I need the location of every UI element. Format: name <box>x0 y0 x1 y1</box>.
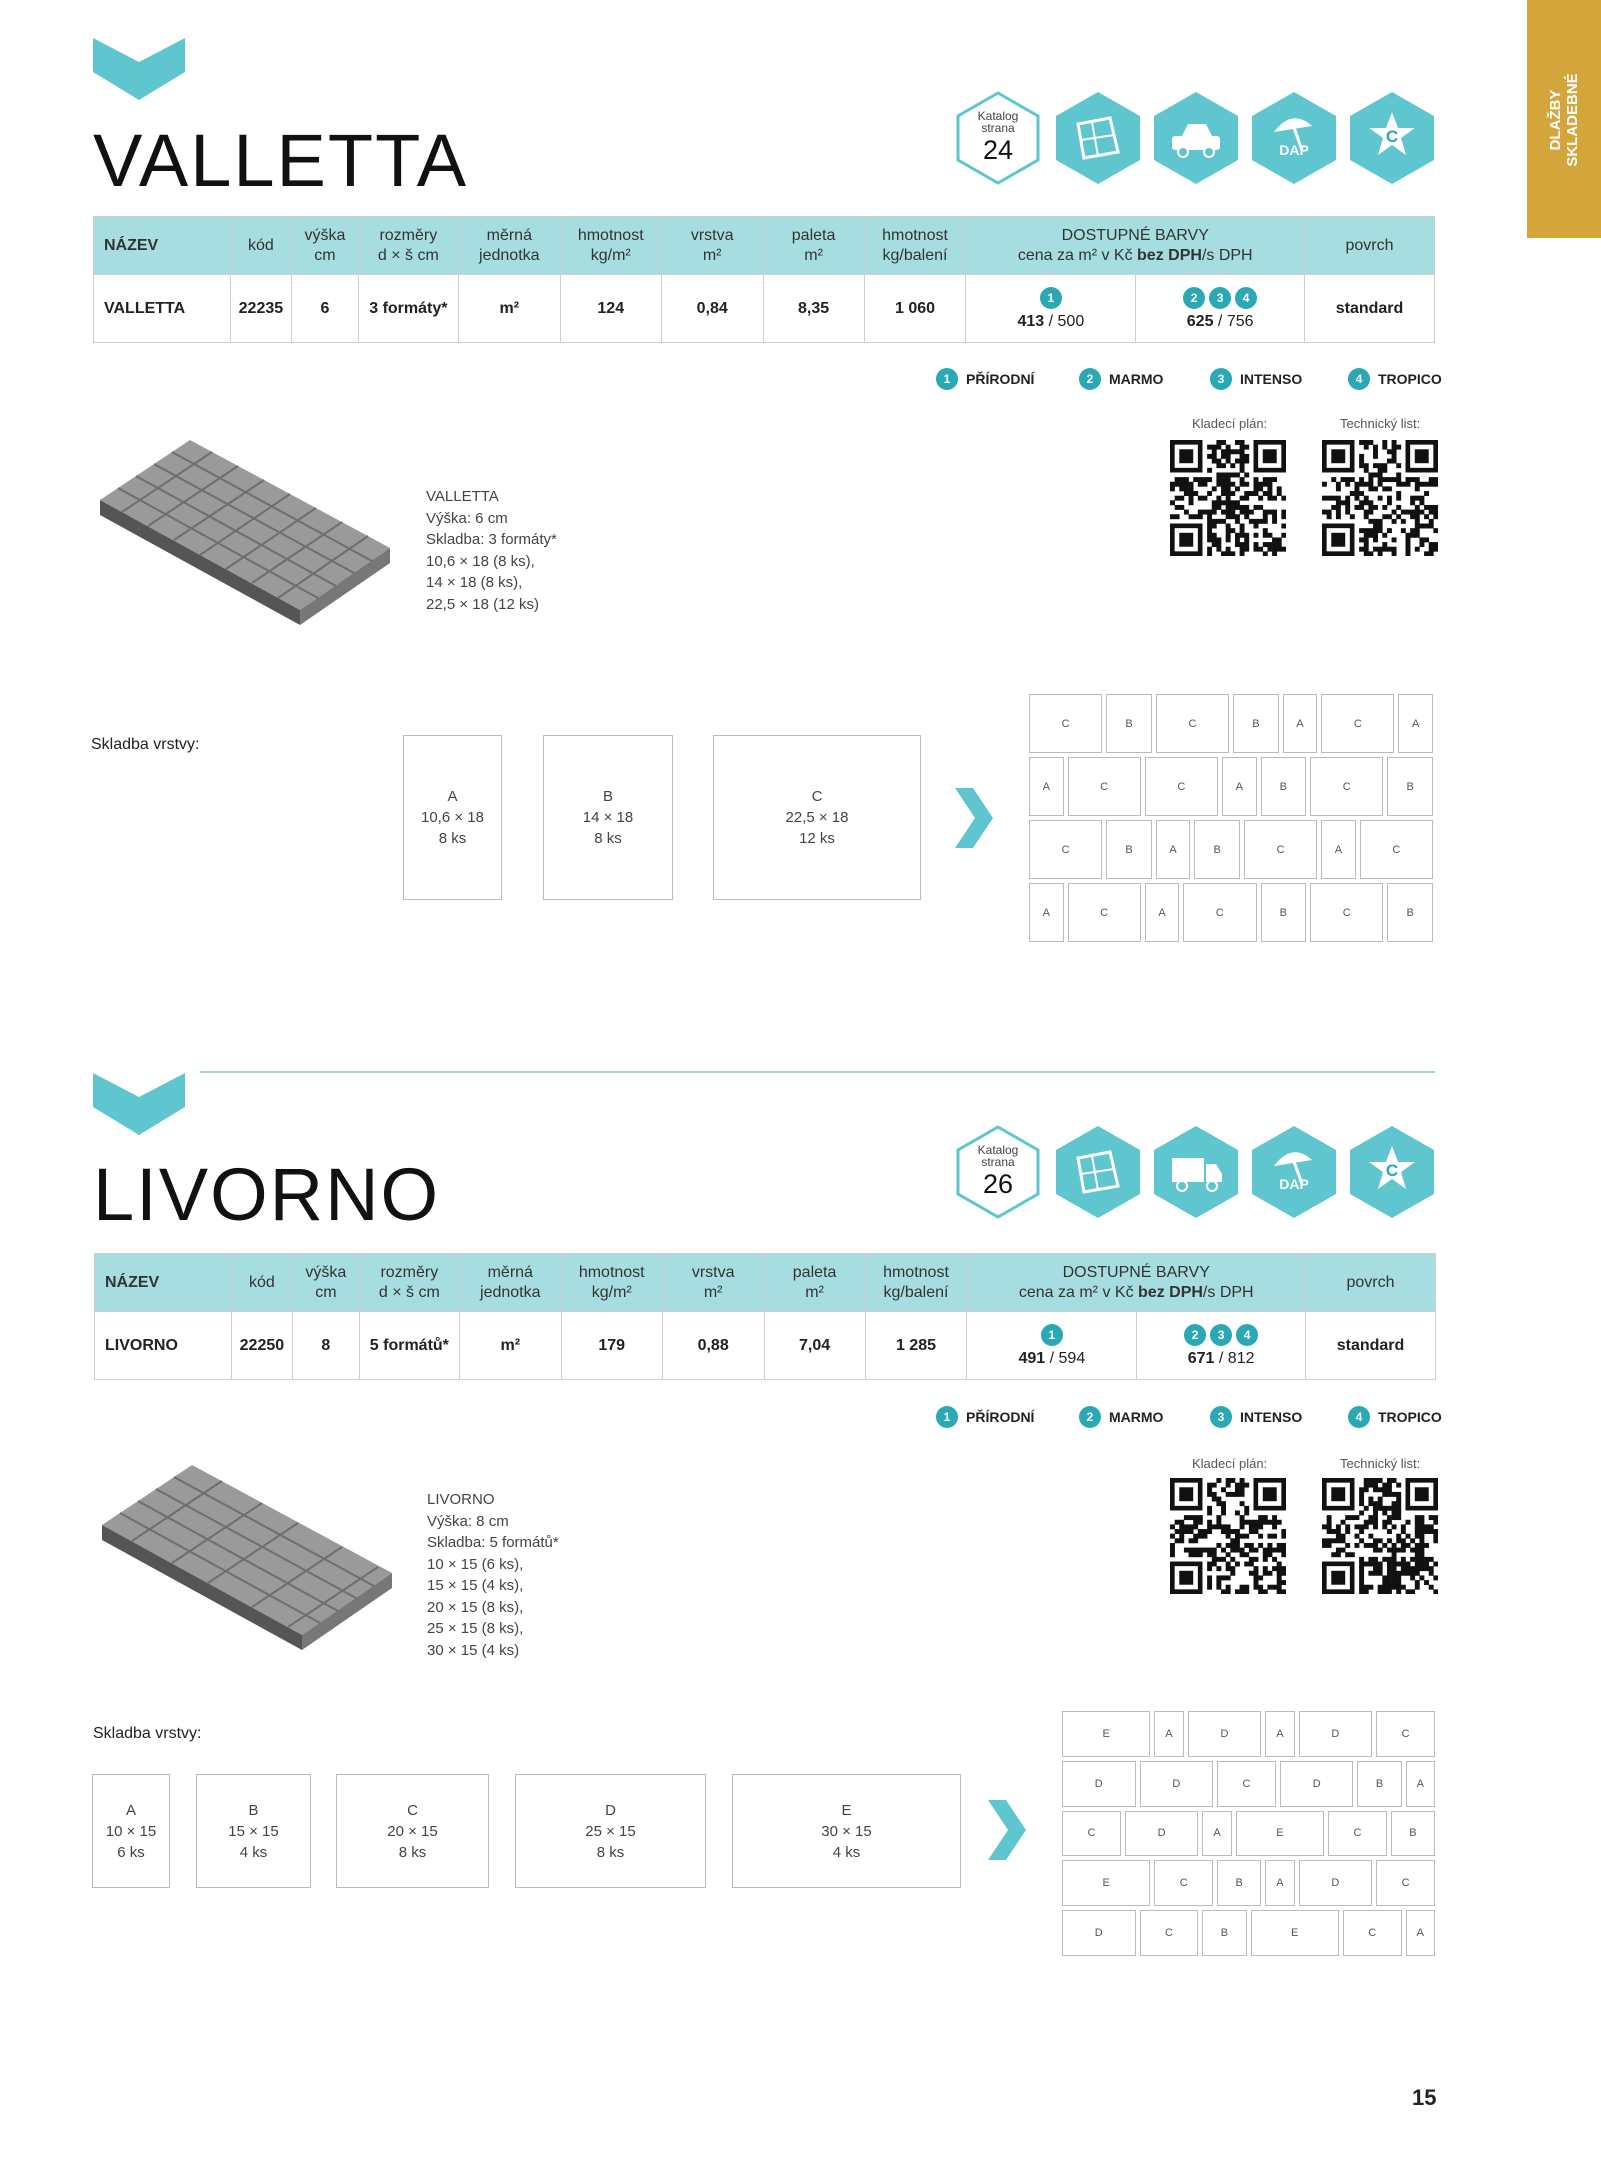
chevron-down-icon <box>93 38 185 100</box>
pattern-cell: C <box>1068 757 1141 816</box>
col-jednotka: měrná jednotka <box>459 1254 561 1312</box>
pattern-cell: A <box>1321 820 1356 879</box>
legend-item: 3 INTENSO <box>1208 368 1302 390</box>
pattern-cell: A <box>1029 883 1064 942</box>
pattern-cell: A <box>1283 694 1318 753</box>
pattern-cell: C <box>1328 1811 1387 1857</box>
qr-label: Technický list: <box>1340 1456 1421 1471</box>
price-others: 2 3 4 625 / 756 <box>1136 275 1305 343</box>
legend-item: 2 MARMO <box>1077 368 1163 390</box>
chevron-down-icon <box>93 1073 185 1135</box>
pattern-cell: C <box>1310 883 1383 942</box>
pattern-cell: D <box>1188 1711 1262 1757</box>
pattern-cell: B <box>1233 694 1279 753</box>
tab-line-2: SKLADEBNÉ <box>1564 73 1581 167</box>
page-number: 15 <box>1412 2085 1437 2110</box>
format-box: B 14 × 18 8 ks <box>543 735 673 900</box>
pattern-cell: C <box>1343 1910 1402 1956</box>
pattern-cell: E <box>1062 1860 1150 1906</box>
pattern-cell: C <box>1376 1860 1435 1906</box>
pattern-cell: B <box>1106 820 1152 879</box>
pattern-cell: C <box>1068 883 1141 942</box>
format-box: C 20 × 15 8 ks <box>336 1774 489 1888</box>
col-barvy: DOSTUPNÉ BARVY cena za m² v Kč bez DPH/s DPH <box>966 217 1305 275</box>
section-divider <box>200 1071 1435 1073</box>
pattern-cell: A <box>1156 820 1191 879</box>
col-vrstva: vrstva m² <box>661 217 763 275</box>
col-paleta: paleta m² <box>764 1254 865 1312</box>
col-vyska: výška cm <box>291 217 358 275</box>
product-title: VALLETTA <box>93 119 469 202</box>
col-hmotnost: hmotnost kg/m² <box>560 217 661 275</box>
legend-item: 4 TROPICO <box>1346 368 1442 390</box>
pattern-cell: A <box>1265 1860 1294 1906</box>
price-others: 2 3 4 671 / 812 <box>1137 1312 1306 1380</box>
qr-code-technicky[interactable] <box>1322 1478 1438 1594</box>
pattern-cell: B <box>1387 883 1433 942</box>
product-title: LIVORNO <box>93 1153 441 1236</box>
pattern-cell: A <box>1154 1711 1183 1757</box>
pattern-cell: E <box>1062 1711 1150 1757</box>
pattern-cell: E <box>1236 1811 1324 1857</box>
skladba-label: Skladba vrstvy: <box>93 1725 202 1742</box>
pattern-cell: C <box>1029 820 1102 879</box>
format-box: A 10,6 × 18 8 ks <box>403 735 502 900</box>
col-barvy: DOSTUPNÉ BARVY cena za m² v Kč bez DPH/s DPH <box>967 1254 1306 1312</box>
paver-illustration <box>92 1455 392 1650</box>
katalog-text: Katalog strana 24 <box>977 109 1019 165</box>
col-vyska: výška cm <box>292 1254 359 1312</box>
col-rozmery: rozměry d × š cm <box>359 1254 459 1312</box>
pattern-cell: B <box>1261 757 1307 816</box>
dap-label: DAP <box>1279 142 1309 158</box>
pattern-icon <box>1054 90 1142 186</box>
col-nazev: NÁZEV <box>95 1254 232 1312</box>
spec-table <box>93 216 1435 343</box>
pattern-cell: C <box>1145 757 1218 816</box>
pattern-cell: A <box>1406 1910 1435 1956</box>
table-row: VALLETTA 22235 6 3 formáty* m² 124 0,84 8,35 1 060 1 413 / 500 2 3 4 625 / 756 standard <box>94 275 1435 343</box>
pattern-cell: C <box>1183 883 1256 942</box>
pattern-cell: B <box>1357 1761 1401 1807</box>
pattern-cell: B <box>1387 757 1433 816</box>
pattern-cell: D <box>1062 1761 1136 1807</box>
pattern-cell: C <box>1310 757 1383 816</box>
pattern-cell: D <box>1299 1711 1373 1757</box>
car-icon <box>1152 90 1240 186</box>
format-box: A 10 × 15 6 ks <box>92 1774 170 1888</box>
col-rozmery: rozměry d × š cm <box>358 217 458 275</box>
format-box: D 25 × 15 8 ks <box>515 1774 706 1888</box>
format-box: E 30 × 15 4 ks <box>732 1774 961 1888</box>
paver-illustration <box>90 430 390 625</box>
pattern-cell: A <box>1202 1811 1231 1857</box>
spec-table <box>94 1253 1436 1380</box>
qr-label: Kladecí plán: <box>1192 1456 1268 1471</box>
col-kod: kód <box>231 1254 292 1312</box>
table-row: LIVORNO 22250 8 5 formátů* m² 179 0,88 7,04 1 285 1 491 / 594 2 3 4 671 / 812 standard <box>95 1312 1436 1380</box>
pattern-cell: E <box>1251 1910 1339 1956</box>
pattern-cell: C <box>1360 820 1433 879</box>
section-tab <box>1527 0 1601 238</box>
truck-icon <box>1152 1124 1240 1220</box>
pattern-cell: D <box>1062 1910 1136 1956</box>
pattern-cell: D <box>1125 1811 1199 1857</box>
skladba-label: Skladba vrstvy: <box>91 736 200 753</box>
pattern-cell: C <box>1321 694 1394 753</box>
pattern-cell: D <box>1140 1761 1214 1807</box>
pattern-cell: C <box>1244 820 1317 879</box>
pattern-cell: C <box>1140 1910 1199 1956</box>
tab-line-1: DLAŽBY <box>1547 89 1564 151</box>
col-baleni: hmotnost kg/balení <box>864 217 966 275</box>
col-baleni: hmotnost kg/balení <box>865 1254 967 1312</box>
col-paleta: paleta m² <box>763 217 864 275</box>
layer-pattern-grid <box>1062 1711 1435 1956</box>
pattern-cell: B <box>1261 883 1307 942</box>
format-box: B 15 × 15 4 ks <box>196 1774 311 1888</box>
product-description: LIVORNO Výška: 8 cm Skladba: 5 formátů* 10 × 15 (6 ks), 15 × 15 (4 ks), 20 × 15 (8 ks), 25 × 15 (8 ks), 30 × 15 (4 ks) <box>427 1491 559 1659</box>
pattern-cell: A <box>1398 694 1433 753</box>
pattern-cell: A <box>1265 1711 1294 1757</box>
col-povrch: povrch <box>1306 1254 1436 1312</box>
col-hmotnost: hmotnost kg/m² <box>561 1254 662 1312</box>
legend-item: 2 MARMO <box>1077 1406 1163 1428</box>
pattern-cell: C <box>1376 1711 1435 1757</box>
col-povrch: povrch <box>1305 217 1435 275</box>
pattern-icon <box>1054 1124 1142 1220</box>
format-box: C 22,5 × 18 12 ks <box>713 735 921 900</box>
pattern-cell: A <box>1029 757 1064 816</box>
pattern-cell: C <box>1062 1811 1121 1857</box>
legend-item: 1 PŘÍRODNÍ <box>934 1406 1034 1428</box>
col-vrstva: vrstva m² <box>662 1254 764 1312</box>
col-kod: kód <box>230 217 291 275</box>
legend-item: 4 TROPICO <box>1346 1406 1442 1428</box>
legend-item: 3 INTENSO <box>1208 1406 1302 1428</box>
col-nazev: NÁZEV <box>94 217 231 275</box>
pattern-cell: C <box>1029 694 1102 753</box>
c-label: C <box>1385 1161 1399 1180</box>
pattern-cell: B <box>1194 820 1240 879</box>
layer-pattern-grid <box>1029 694 1433 942</box>
price-prirodni: 1 413 / 500 <box>966 275 1136 343</box>
pattern-cell: B <box>1106 694 1152 753</box>
pattern-cell: C <box>1156 694 1229 753</box>
pattern-cell: B <box>1391 1811 1435 1857</box>
pattern-cell: B <box>1217 1860 1261 1906</box>
qr-code-kladeci[interactable] <box>1170 440 1286 556</box>
qr-label: Kladecí plán: <box>1192 416 1268 431</box>
qr-code-kladeci[interactable] <box>1170 1478 1286 1594</box>
qr-code-technicky[interactable] <box>1322 440 1438 556</box>
price-prirodni: 1 491 / 594 <box>967 1312 1137 1380</box>
qr-label: Technický list: <box>1340 416 1421 431</box>
product-description: VALLETTA Výška: 6 cm Skladba: 3 formáty* 10,6 × 18 (8 ks), 14 × 18 (8 ks), 22,5 × 18 (12 ks) <box>426 488 557 613</box>
pattern-cell: D <box>1299 1860 1373 1906</box>
c-label: C <box>1385 127 1399 146</box>
pattern-cell: C <box>1217 1761 1276 1807</box>
legend-item: 1 PŘÍRODNÍ <box>934 368 1034 390</box>
pattern-cell: C <box>1154 1860 1213 1906</box>
pattern-cell: A <box>1406 1761 1435 1807</box>
col-jednotka: měrná jednotka <box>458 217 560 275</box>
pattern-cell: D <box>1280 1761 1354 1807</box>
chevron-right-icon <box>955 788 993 848</box>
pattern-cell: A <box>1145 883 1180 942</box>
pattern-cell: B <box>1202 1910 1246 1956</box>
pattern-cell: A <box>1222 757 1257 816</box>
chevron-right-icon <box>988 1800 1026 1860</box>
katalog-text: Katalog strana 26 <box>977 1143 1019 1199</box>
dap-label: DAP <box>1279 1176 1309 1192</box>
